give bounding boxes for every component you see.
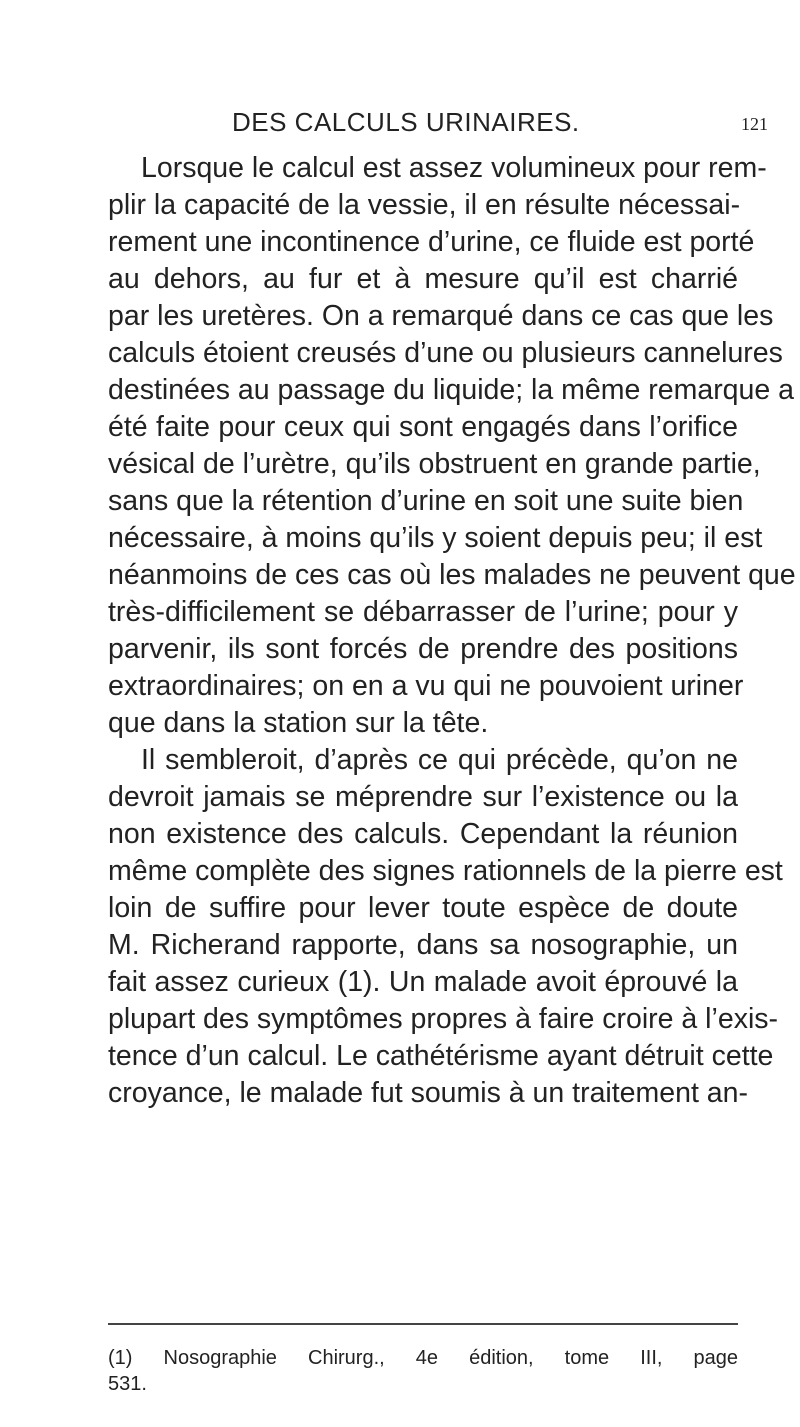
- footnote-line: 531.: [108, 1373, 147, 1395]
- running-head: DES CALCULS URINAIRES.: [232, 107, 580, 137]
- text-line: calculs étoient creusés d’une ou plusieurs cannelures: [108, 337, 783, 369]
- text-line: sans que la rétention d’urine en soit une suite bien: [108, 485, 744, 517]
- text-line: tence d’un calcul. Le cathétérisme ayant détruit cette: [108, 1040, 774, 1072]
- text-line: loin de suffire pour lever toute espèce de doute: [108, 892, 738, 924]
- text-line: fait assez curieux (1). Un malade avoit éprouvé la: [108, 966, 738, 998]
- text-line: parvenir, ils sont forcés de prendre des positions: [108, 633, 738, 665]
- text-line: rement une incontinence d’urine, ce fluide est porté: [108, 226, 755, 258]
- text-line: Il sembleroit, d’après ce qui précède, qu’on ne: [141, 744, 738, 776]
- text-line: plir la capacité de la vessie, il en résulte nécessai-: [108, 189, 741, 221]
- text-line: été faite pour ceux qui sont engagés dans l’orifice: [108, 411, 738, 443]
- text-line: Lorsque le calcul est assez volumineux pour rem-: [141, 152, 767, 184]
- text-line: extraordinaires; on en a vu qui ne pouvoient uriner: [108, 670, 744, 702]
- text-line: même complète des signes rationnels de la pierre est: [108, 855, 783, 887]
- footnote-separator: [108, 1323, 738, 1325]
- text-line: au dehors, au fur et à mesure qu’il est charrié: [108, 263, 738, 295]
- text-line: très-difficilement se débarrasser de l’urine; pour y: [108, 596, 738, 628]
- text-line: néanmoins de ces cas où les malades ne peuvent que: [108, 559, 796, 591]
- text-line: non existence des calculs. Cependant la réunion: [108, 818, 738, 850]
- text-line: nécessaire, à moins qu’ils y soient depuis peu; il est: [108, 522, 763, 554]
- text-line: destinées au passage du liquide; la même remarque a: [108, 374, 795, 406]
- text-line: plupart des symptômes propres à faire croire à l’exis-: [108, 1003, 779, 1035]
- body-text: [0, 150, 800, 1109]
- text-line: devroit jamais se méprendre sur l’existence ou la: [108, 781, 738, 813]
- text-line: M. Richerand rapporte, dans sa nosographie, un: [108, 929, 738, 961]
- text-line: par les uretères. On a remarqué dans ce cas que les: [108, 300, 774, 332]
- footnote-line: (1) Nosographie Chirurg., 4e édition, tome III, page: [108, 1347, 738, 1369]
- text-line: vésical de l’urètre, qu’ils obstruent en grande partie,: [108, 448, 761, 480]
- page-number: 121: [741, 114, 768, 134]
- text-line: que dans la station sur la tête.: [108, 707, 489, 739]
- text-line: croyance, le malade fut soumis à un traitement an-: [108, 1077, 748, 1109]
